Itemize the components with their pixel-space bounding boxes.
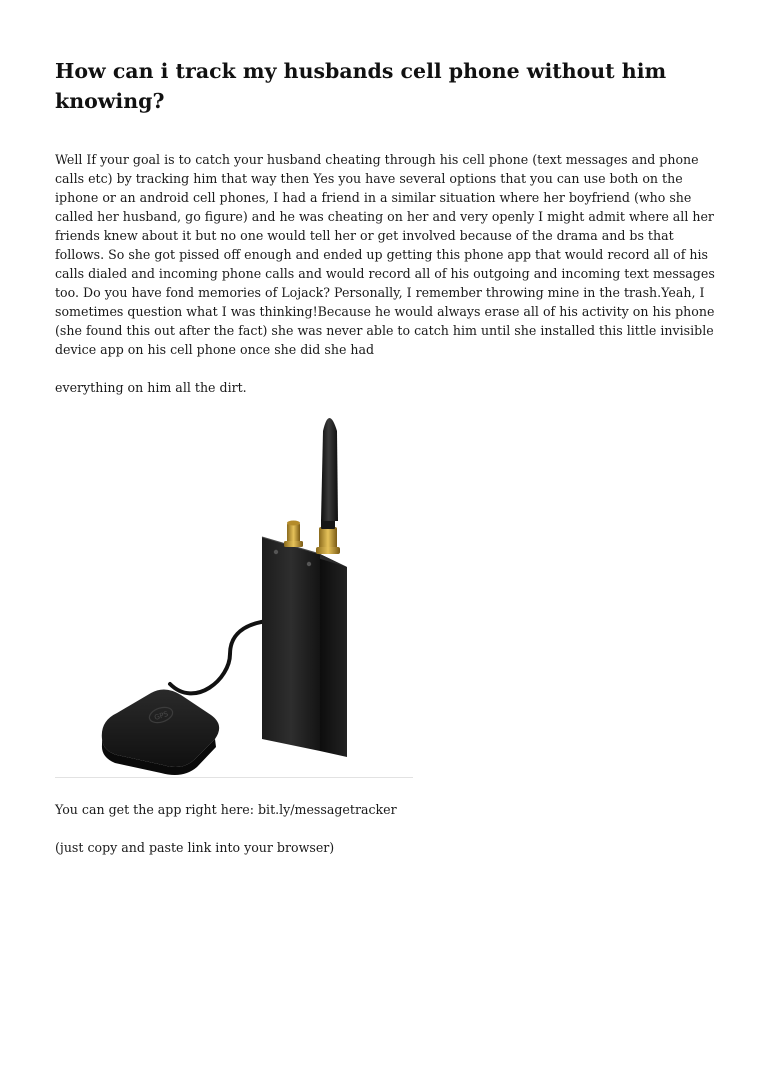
tracker-device-illustration xyxy=(55,409,413,777)
article-paragraph-dirt: everything on him all the dirt. xyxy=(55,380,247,395)
article-paragraph-app-link: You can get the app right here: bit.ly/messagetracker xyxy=(55,802,397,817)
article-paragraph-instructions: (just copy and paste link into your browser) xyxy=(55,840,335,855)
gps-module-label: GPS xyxy=(153,709,170,722)
document-page xyxy=(55,56,715,857)
article-title: How can i track my husbands cell phone without him knowing? xyxy=(55,59,667,113)
tracker-device-photo xyxy=(55,409,413,778)
article-paragraph-intro: Well If your goal is to catch your husband cheating through his cell phone (text messages and phone calls etc) by tracking him that way then Yes you have several options that you can use both on the iphone or an android cell phones, I had a friend in a similar situation where her boyfriend (who she called her husband, go figure) and he was cheating on her and very openly I might admit where all her friends knew about it but no one would tell her or get involved because of the drama and bs that follows. So she got pissed off enough and ended up getting this phone app that would record all of his calls dialed and incoming phone calls and would record all of his outgoing and incoming text messages too. Do you have fond memories of Lojack? Personally, I remember throwing mine in the trash.Yeah, I sometimes question what I was thinking!Because he would always erase all of his activity on his phone (she found this out after the fact) she was never able to catch him until she installed this little invisible device app on his cell phone once she did she had xyxy=(55,152,715,357)
